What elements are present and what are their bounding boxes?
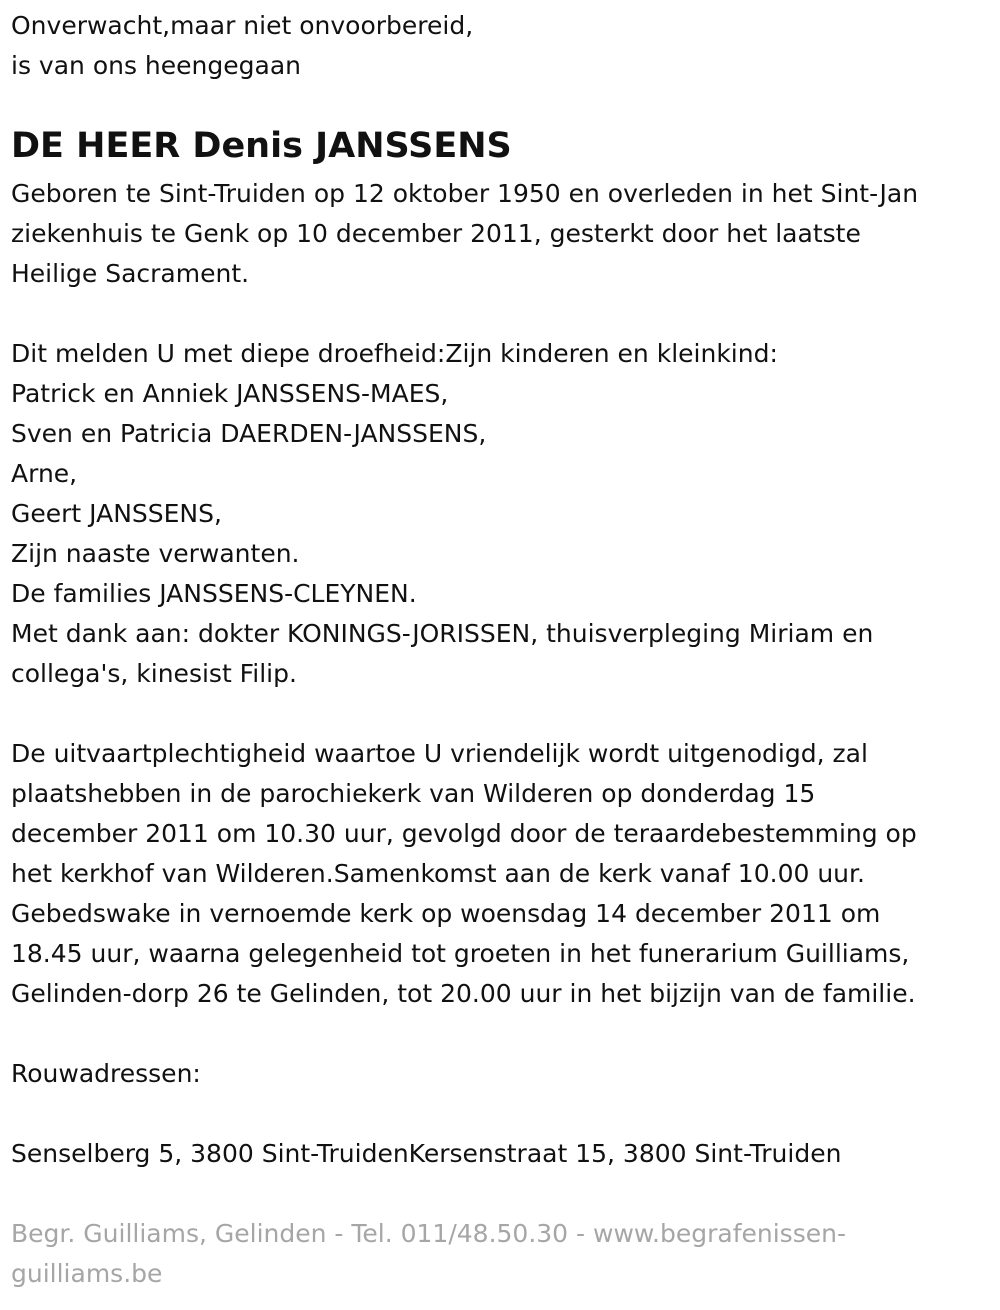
funeral-line: Gelinden-dorp 26 te Gelinden, tot 20.00 uur in het bijzijn van de familie. xyxy=(11,979,916,1008)
family-line: Met dank aan: dokter KONINGS-JORISSEN, thuisverpleging Miriam en xyxy=(11,619,874,648)
family-line: De families JANSSENS-CLEYNEN. xyxy=(11,579,417,608)
funeral-line: het kerkhof van Wilderen.Samenkomst aan de kerk vanaf 10.00 uur. xyxy=(11,859,865,888)
footer-line: guilliams.be xyxy=(11,1259,163,1288)
family-line: Sven en Patricia DAERDEN-JANSSENS, xyxy=(11,419,487,448)
family-announcement xyxy=(11,334,873,694)
family-line: Zijn naaste verwanten. xyxy=(11,539,300,568)
funeral-line: december 2011 om 10.30 uur, gevolgd door de teraardebestemming op xyxy=(11,819,917,848)
intro-text xyxy=(11,6,473,86)
funeral-details xyxy=(11,734,917,1014)
footer-line: Begr. Guilliams, Gelinden - Tel. 011/48.50.30 - www.begrafenissen- xyxy=(11,1219,846,1248)
family-line: collega's, kinesist Filip. xyxy=(11,659,297,688)
family-line: Geert JANSSENS, xyxy=(11,499,222,528)
family-line: Dit melden U met diepe droefheid:Zijn kinderen en kleinkind: xyxy=(11,339,778,368)
funeral-home-footer xyxy=(11,1214,846,1294)
funeral-line: 18.45 uur, waarna gelegenheid tot groeten in het funerarium Guilliams, xyxy=(11,939,910,968)
bio-line: Geboren te Sint-Truiden op 12 oktober 1950 en overleden in het Sint-Jan xyxy=(11,179,919,208)
funeral-line: De uitvaartplechtigheid waartoe U vriendelijk wordt uitgenodigd, zal xyxy=(11,739,868,768)
bio-line: Heilige Sacrament. xyxy=(11,259,250,288)
funeral-line: plaatshebben in de parochiekerk van Wilderen op donderdag 15 xyxy=(11,779,816,808)
rouwadressen-address: Senselberg 5, 3800 Sint-TruidenKersenstraat 15, 3800 Sint-Truiden xyxy=(11,1139,842,1168)
bio-line: ziekenhuis te Genk op 10 december 2011, gesterkt door het laatste xyxy=(11,219,861,248)
intro-line: is van ons heengegaan xyxy=(11,51,301,80)
family-line: Patrick en Anniek JANSSENS-MAES, xyxy=(11,379,449,408)
rouwadressen-label: Rouwadressen: xyxy=(11,1059,201,1088)
intro-line: Onverwacht,maar niet onvoorbereid, xyxy=(11,11,474,40)
bio-text xyxy=(11,174,918,294)
family-line: Arne, xyxy=(11,459,78,488)
funeral-line: Gebedswake in vernoemde kerk op woensdag 14 december 2011 om xyxy=(11,899,881,928)
deceased-name: DE HEER Denis JANSSENS xyxy=(11,126,512,166)
